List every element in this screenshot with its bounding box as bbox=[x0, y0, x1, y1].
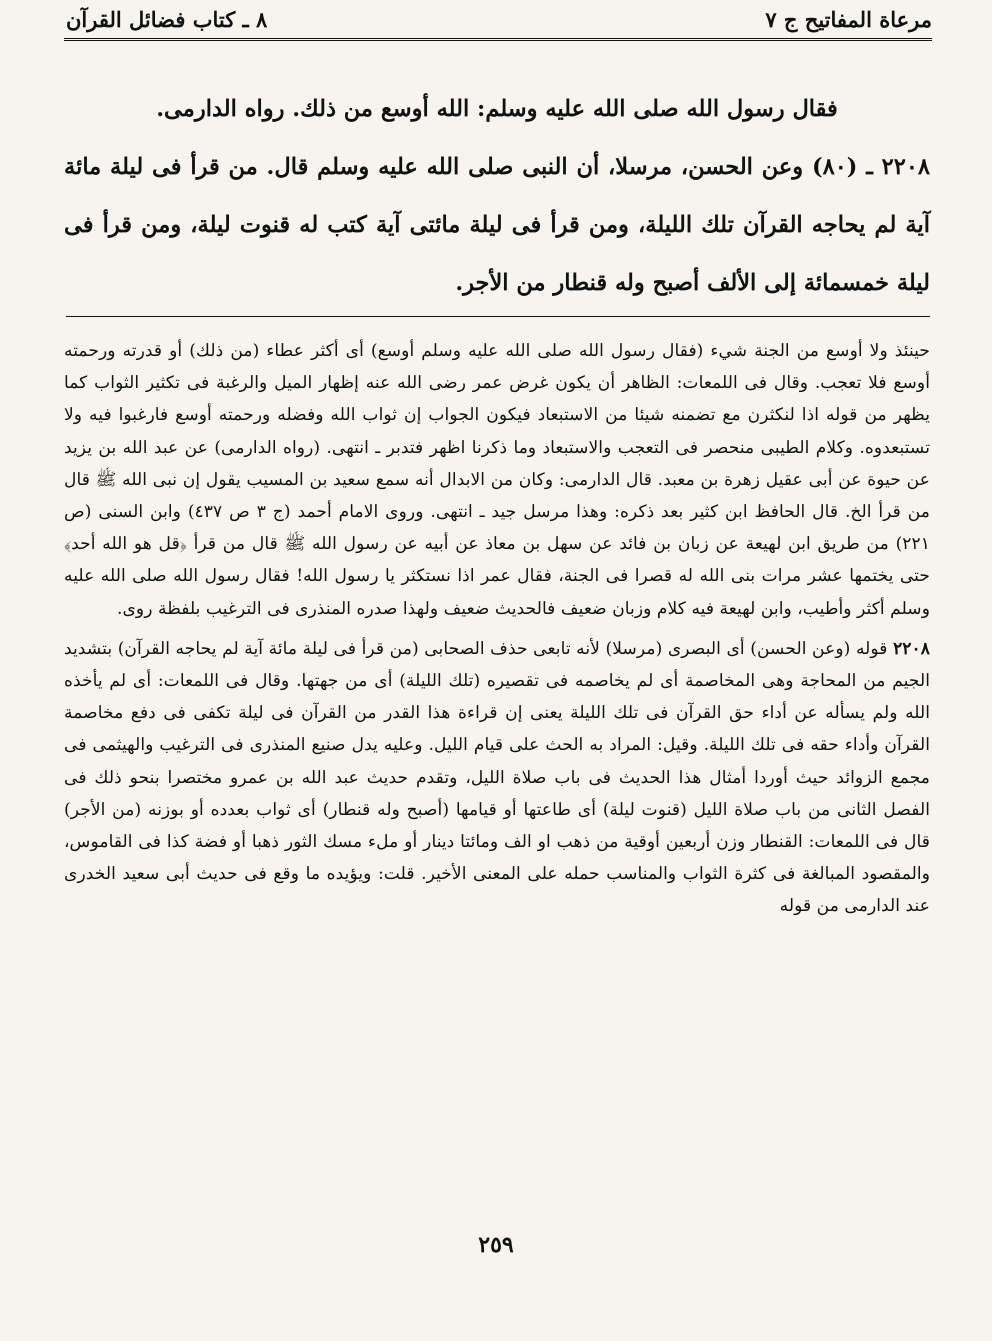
commentary-paragraph-2 bbox=[64, 633, 930, 923]
header-double-rule bbox=[64, 38, 932, 41]
running-header bbox=[66, 4, 932, 34]
section-divider bbox=[66, 316, 930, 317]
hadith-text bbox=[64, 80, 930, 312]
commentary bbox=[64, 335, 930, 923]
matn-line-1: فقال رسول الله صلى الله عليه وسلم: الله أوسع من ذلك. رواه الدارمى. bbox=[156, 96, 838, 122]
hadith-2208: ٢٢٠٨ ـ (٨٠) وعن الحسن، مرسلا، أن النبى صلى الله عليه وسلم قال. من قرأ فى ليلة مائة آية لم يحاجه القرآن تلك الليلة، ومن قرأ فى ليلة مائتى آية كتب له قنوت ليلة، ومن قرأ فى ليلة خمسمائة إلى الألف أصبح وله قنطار من الأجر. bbox=[64, 154, 930, 296]
header-book-volume: مرعاة المفاتيح ج ٧ bbox=[765, 6, 932, 32]
commentary-paragraph-2-text: قوله (وعن الحسن) أى البصرى (مرسلا) لأنه تابعى حذف الصحابى (من قرأ فى ليلة مائة آية لم يحاجه القرآن) بتشديد الجيم من المحاجة وهى المخاصمة أى لم يخاصمه فى تقصيره (تلك الليلة) أى من جهتها. وقال فى اللمعات: أى لم يأخذه الله ولم يسأله عن أداء حق القرآن فى تلك الليلة يعنى إن قراءة هذا القدر من القرآن فى ليلة تكفى فى دفع مخاصمة القرآن وأداء حقه فى تلك الليلة. وقيل: المراد به الحث على قيام الليل. وعليه يدل صنيع المنذرى فى الترغيب والهيثمى فى مجمع الزوائد حيث أوردا أمثال هذا الحديث فى باب صلاة الليل، وتقدم حديث عبد الله بن عمرو مختصرا بنحو ذلك فى الفصل الثانى من باب صلاة الليل (قنوت ليلة) أى طاعتها أو قيامها (أصبح وله قنطار) أى ثواب بعدده أو بوزنه (من الأجر) قال فى اللمعات: القنطار وزن أربعين أوقية من ذهب او الف ومائتا دينار أو ملء مسك الثور ذهبا أو فضة كذا فى القاموس، والمقصود المبالغة فى كثرة الثواب والمناسب حمله على المعنى الأخير. قلت: ويؤيده ما وقع فى حديث أبى سعيد الخدرى عند الدارمى من قوله bbox=[64, 638, 930, 917]
header-chapter-title: ٨ ـ كتاب فضائل القرآن bbox=[66, 6, 268, 32]
commentary-hadith-number: ٢٢٠٨ bbox=[893, 638, 931, 659]
commentary-paragraph-1: حينئذ ولا أوسع من الجنة شيء (فقال رسول الله صلى الله عليه وسلم أوسع) أى أكثر عطاء (من ذلك) أو قدرته ورحمته أوسع فلا تعجب. وقال فى اللمعات: الظاهر أن يكون غرض عمر رضى الله عنه إظهار الميل والرغبة فى تكثير الثواب كما يظهر من قوله اذا لنكثرن مع تضمنه شيئا من الاستبعاد فيكون الجواب إن ثواب الله وفضله ورحمته أوسع فارغبوا فيه ولا تستبعدوه. وكلام الطيبى منحصر فى التعجب والاستبعاد وما ذكرنا اظهر فتدبر ـ انتهى. (رواه الدارمى) عن عبد الله بن يزيد عن حيوة عن أبى عقيل زهرة بن معبد. قال الدارمى: وكان من الابدال أنه سمع سعيد بن المسيب يقول إن نبى الله ﷺ قال من قرأ الخ. قال الحافظ ابن كثير بعد ذكره: وهذا مرسل جيد ـ انتهى. وروى الامام أحمد (ج ٣ ص ٤٣٧) وابن السنى (ص ٢٢١) من طريق ابن لهيعة عن زبان بن فائد عن سهل بن معاذ عن أبيه عن رسول الله ﷺ قال من قرأ ﴿قل هو الله أحد﴾ حتى يختمها عشر مرات بنى الله له قصرا فى الجنة، فقال عمر اذا نستكثر يا رسول الله! فقال رسول الله صلى الله عليه وسلم أكثر وأطيب، وابن لهيعة فيه كلام وزبان ضعيف فالحديث ضعيف ولهذا صدره المنذرى فى الترغيب بلفظة روى. bbox=[64, 341, 930, 619]
page-number: ٢٥٩ bbox=[478, 1232, 514, 1258]
